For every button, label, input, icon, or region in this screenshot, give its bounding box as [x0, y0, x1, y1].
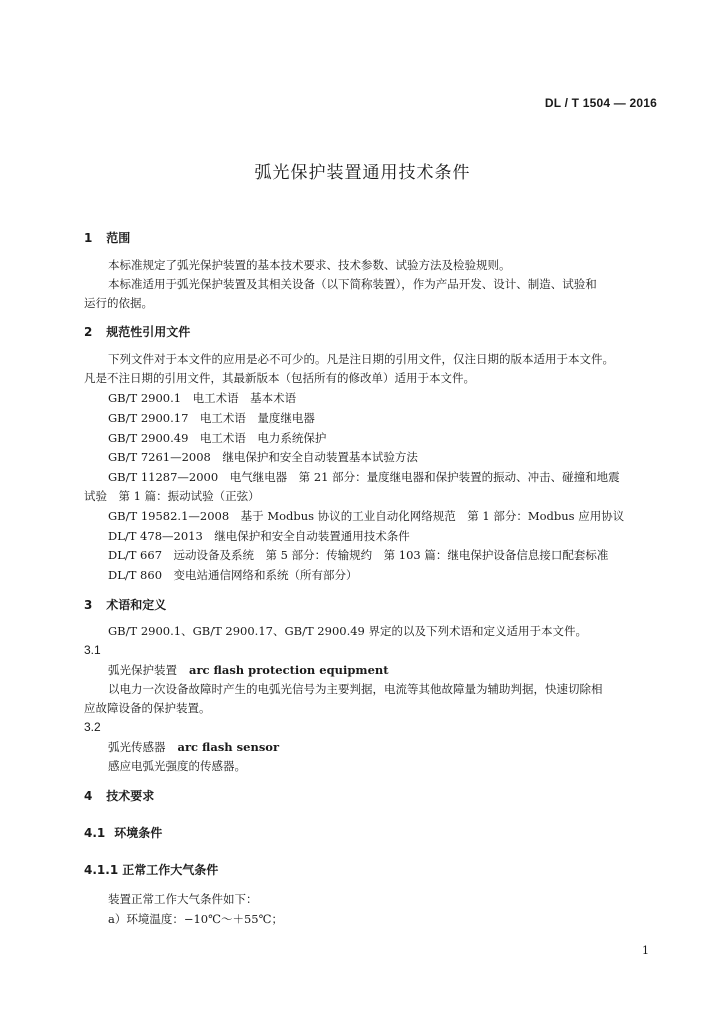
section-3-heading [84, 596, 166, 613]
section-title: 技术要求 [106, 789, 155, 803]
reference-item: DL/T 478—2013 继电保护和安全自动装置通用技术条件 [108, 529, 410, 543]
paragraph: 装置正常工作大气条件如下： [108, 892, 258, 906]
section-title: 范围 [106, 231, 131, 245]
reference-item: DL/T 667 远动设备及系统 第 5 部分：传输规约 第 103 篇：继电保护设备信息接口配套标准 [108, 548, 609, 562]
subsubsection-heading [84, 861, 218, 878]
standard-code: DL / T 1504 — 2016 [544, 96, 657, 110]
reference-item: GB/T 19582.1—2008 基于 Modbus 协议的工业自动化网络规范 第 1 部分：Modbus 应用协议 [108, 509, 625, 523]
term-number: 3.2 [84, 720, 101, 734]
subsection-number: 4.1 [84, 826, 106, 840]
section-number: 3 [84, 598, 93, 612]
reference-item: GB/T 2900.17 电工术语 量度继电器 [108, 411, 315, 425]
reference-item: DL/T 860 变电站通信网络和系统（所有部分） [108, 568, 358, 582]
section-number: 4 [84, 789, 93, 803]
paragraph: 本标准适用于弧光保护装置及其相关设备（以下简称装置），作为产品开发、设计、制造、试验和 [108, 277, 597, 291]
term-definition: 感应电弧光强度的传感器。 [108, 759, 246, 773]
term-chinese: 弧光保护装置 [108, 663, 177, 677]
reference-item: GB/T 11287—2000 电气继电器 第 21 部分：量度继电器和保护装置的振动、冲击、碰撞和地震 [108, 470, 620, 484]
term-chinese: 弧光传感器 [108, 740, 166, 754]
section-title: 规范性引用文件 [106, 325, 191, 339]
subsubsection-title: 正常工作大气条件 [122, 863, 219, 877]
section-2-heading [84, 323, 190, 340]
section-title: 术语和定义 [106, 598, 167, 612]
section-1-heading [84, 229, 130, 246]
term-definition: 以电力一次设备故障时产生的电弧光信号为主要判据，电流等其他故障量为辅助判据，快速切除相 [108, 682, 603, 696]
reference-item: GB/T 2900.1 电工术语 基本术语 [108, 391, 297, 405]
paragraph: 本标准规定了弧光保护装置的基本技术要求、技术参数、试验方法及检验规则。 [108, 258, 511, 272]
reference-item: GB/T 7261—2008 继电保护和安全自动装置基本试验方法 [108, 450, 418, 464]
section-number: 2 [84, 325, 93, 339]
term-entry [108, 662, 389, 678]
page-number: 1 [642, 944, 649, 957]
subsection-heading [84, 824, 162, 841]
reference-item: GB/T 2900.49 电工术语 电力系统保护 [108, 431, 327, 445]
term-definition-continuation: 应故障设备的保护装置。 [84, 701, 211, 715]
paragraph: 下列文件对于本文件的应用是必不可少的。凡是注日期的引用文件，仅注日期的版本适用于本文件。 [108, 352, 614, 366]
list-item: a）环境温度：−10℃～＋55℃； [108, 912, 283, 926]
reference-item-continuation: 试验 第 1 篇：振动试验（正弦） [84, 489, 260, 503]
section-4-heading [84, 787, 154, 804]
section-number: 1 [84, 231, 93, 245]
subsection-title: 环境条件 [114, 826, 163, 840]
paragraph: GB/T 2900.1、GB/T 2900.17、GB/T 2900.49 界定的以及下列术语和定义适用于本文件。 [108, 624, 588, 638]
term-entry [108, 739, 279, 755]
term-number: 3.1 [84, 643, 101, 657]
subsubsection-number: 4.1.1 [84, 863, 119, 877]
paragraph-continuation: 运行的依据。 [84, 296, 153, 310]
term-english: arc flash sensor [177, 740, 280, 754]
term-english: arc flash protection equipment [189, 663, 389, 677]
paragraph-continuation: 凡是不注日期的引用文件，其最新版本（包括所有的修改单）适用于本文件。 [84, 371, 475, 385]
document-title: 弧光保护装置通用技术条件 [254, 163, 471, 183]
